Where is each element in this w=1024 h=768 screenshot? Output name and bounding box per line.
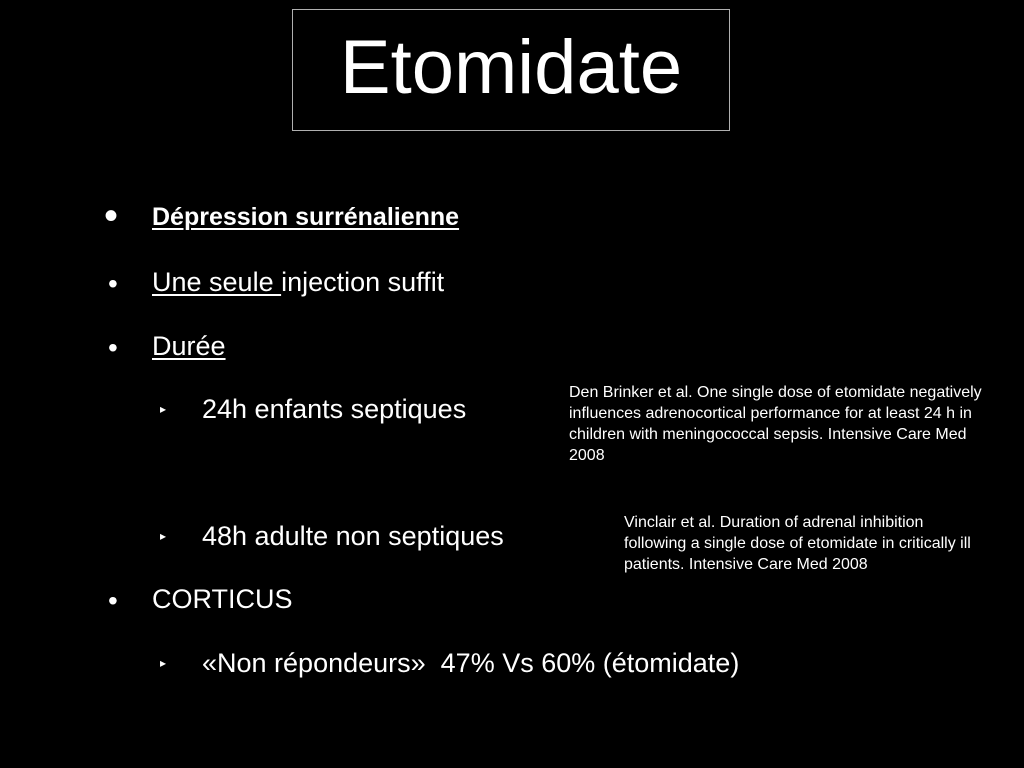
slide-title: Etomidate xyxy=(339,25,683,110)
arrow-bullet-icon: ▸ xyxy=(160,656,167,670)
bullet-icon: • xyxy=(108,268,118,299)
bullet-single-injection xyxy=(152,269,444,296)
arrow-bullet-icon: ▸ xyxy=(160,402,167,416)
bullet-single-injection-rest: injection suffit xyxy=(281,267,445,297)
bullet-duration: Durée xyxy=(152,331,226,361)
arrow-bullet-icon: ▸ xyxy=(160,529,167,543)
bullet-adrenal-depression: Dépression surrénalienne xyxy=(152,203,460,231)
bullet-single-injection-underlined: Une seule xyxy=(152,267,282,297)
bullet-icon: • xyxy=(108,332,118,363)
bullet-icon: • xyxy=(108,585,118,616)
bullet-corticus: CORTICUS xyxy=(152,584,293,614)
reference-den-brinker: Den Brinker et al. One single dose of etomidate negatively influences adrenocortical performance for at least 24 h in children with meningococcal sepsis. Intensive Care Med 2008 xyxy=(569,384,982,464)
sub-bullet-48h-adults: 48h adulte non septiques xyxy=(202,521,504,551)
sub-bullet-non-responders: «Non répondeurs» 47% Vs 60% (étomidate) xyxy=(202,648,740,678)
reference-vinclair: Vinclair et al. Duration of adrenal inhibition following a single dose of etomidate in critically ill patients. Intensive Care Med 2008 xyxy=(624,514,971,573)
bullet-icon: • xyxy=(104,194,119,238)
title-box xyxy=(292,9,730,131)
sub-bullet-24h-children: 24h enfants septiques xyxy=(202,394,467,424)
